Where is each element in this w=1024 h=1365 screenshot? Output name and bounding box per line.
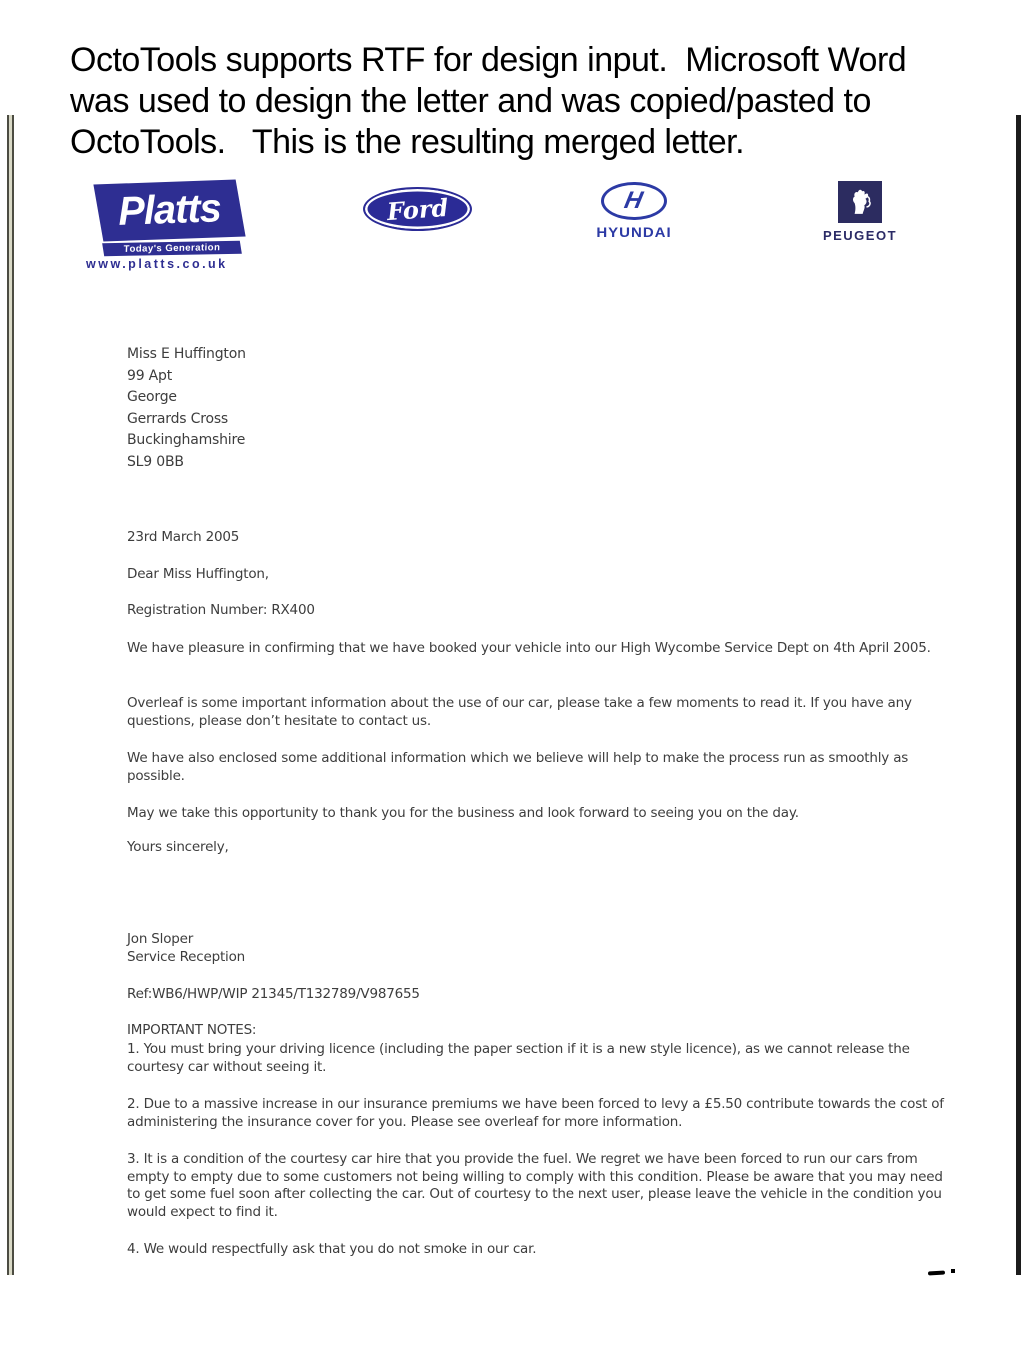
cropped-slide-number-fragment — [928, 1271, 945, 1276]
lion-rampant-icon — [847, 188, 873, 216]
heading-line-1: OctoTools supports RTF for design input. Microsoft Word — [70, 41, 907, 79]
signatory-title: Service Reception — [127, 948, 246, 965]
ford-logo — [363, 187, 472, 231]
important-note: 2. Due to a massive increase in our insurance premiums we have been forced to levy a £5.50 contribute towards the cost of administering the insurance cover for you. Please see overleaf for more information. — [127, 1096, 944, 1130]
recipient-line: Buckinghamshire — [127, 432, 246, 448]
platts-tagline-bar — [102, 241, 242, 256]
recipient-line: 99 Apt — [127, 367, 173, 384]
page-left-edge — [7, 115, 14, 1275]
important-note: 4. We would respectfully ask that you do not smoke in our car. — [127, 1241, 537, 1257]
body-paragraph: Overleaf is some important information about the use of our car, please take a few moments to read it. If you have any questions, please don’t hesitate to contact us. — [127, 695, 912, 729]
recipient-line: George — [127, 389, 177, 405]
platts-wordmark: Platts — [117, 186, 222, 234]
hyundai-h-mark: H — [620, 187, 649, 214]
ford-wordmark: Ford — [385, 192, 450, 226]
peugeot-wordmark: PEUGEOT — [822, 228, 898, 243]
hyundai-wordmark: HYUNDAI — [596, 224, 672, 241]
salutation: Dear Miss Huffington, — [127, 566, 269, 582]
heading-line-2: was used to design the letter and was copied/pasted to — [70, 82, 871, 120]
important-note: 3. It is a condition of the courtesy car hire that you provide the fuel. We regret we have been forced to run our cars from empty to empty due to some customers not being willing to comply with this condition. Please be aware that you may need to get some fuel soon after collecting the car. Out of courtesy to the next user, please leave the vehicle in the condition you would expect to find it. — [127, 1151, 943, 1220]
hyundai-oval-icon — [601, 182, 667, 220]
recipient-address-block — [127, 344, 957, 473]
platts-tagline-text: Today's Generation — [122, 242, 222, 255]
important-notes-heading: IMPORTANT NOTES: — [127, 1022, 257, 1038]
cropped-slide-number-fragment — [951, 1269, 955, 1273]
closing: Yours sincerely, — [127, 839, 229, 855]
slide-heading — [70, 40, 970, 163]
page-right-edge — [1016, 115, 1021, 1275]
heading-line-3: OctoTools. This is the resulting merged letter. — [70, 123, 745, 161]
reference-line: Ref:WB6/HWP/WIP 21345/T132789/V987655 — [127, 986, 420, 1002]
important-note: 1. You must bring your driving licence (including the paper section if it is a new style licence), as we cannot release the courtesy car without seeing it. — [127, 1041, 910, 1075]
recipient-line: SL9 0BB — [127, 453, 184, 470]
signature-block — [127, 931, 957, 966]
recipient-line: Gerrards Cross — [127, 410, 229, 427]
peugeot-lion-icon — [838, 181, 882, 223]
peugeot-logo — [820, 181, 900, 243]
recipient-line: Miss E Huffington — [127, 346, 246, 362]
letter-date: 23rd March 2005 — [127, 529, 240, 545]
platts-logo-box — [93, 180, 245, 242]
body-paragraph: May we take this opportunity to thank you for the business and look forward to seeing you on the day. — [127, 805, 799, 821]
signatory-name: Jon Sloper — [127, 931, 194, 947]
body-paragraph: We have pleasure in confirming that we have booked your vehicle into our High Wycombe Service Dept on 4th April 2005. — [127, 640, 931, 656]
platts-url-text: www.platts.co.uk — [86, 257, 228, 271]
body-paragraph: We have also enclosed some additional information which we believe will help to make the process run as smoothly as possible. — [127, 750, 909, 784]
hyundai-logo — [584, 182, 684, 241]
registration-number: Registration Number: RX400 — [127, 602, 315, 618]
